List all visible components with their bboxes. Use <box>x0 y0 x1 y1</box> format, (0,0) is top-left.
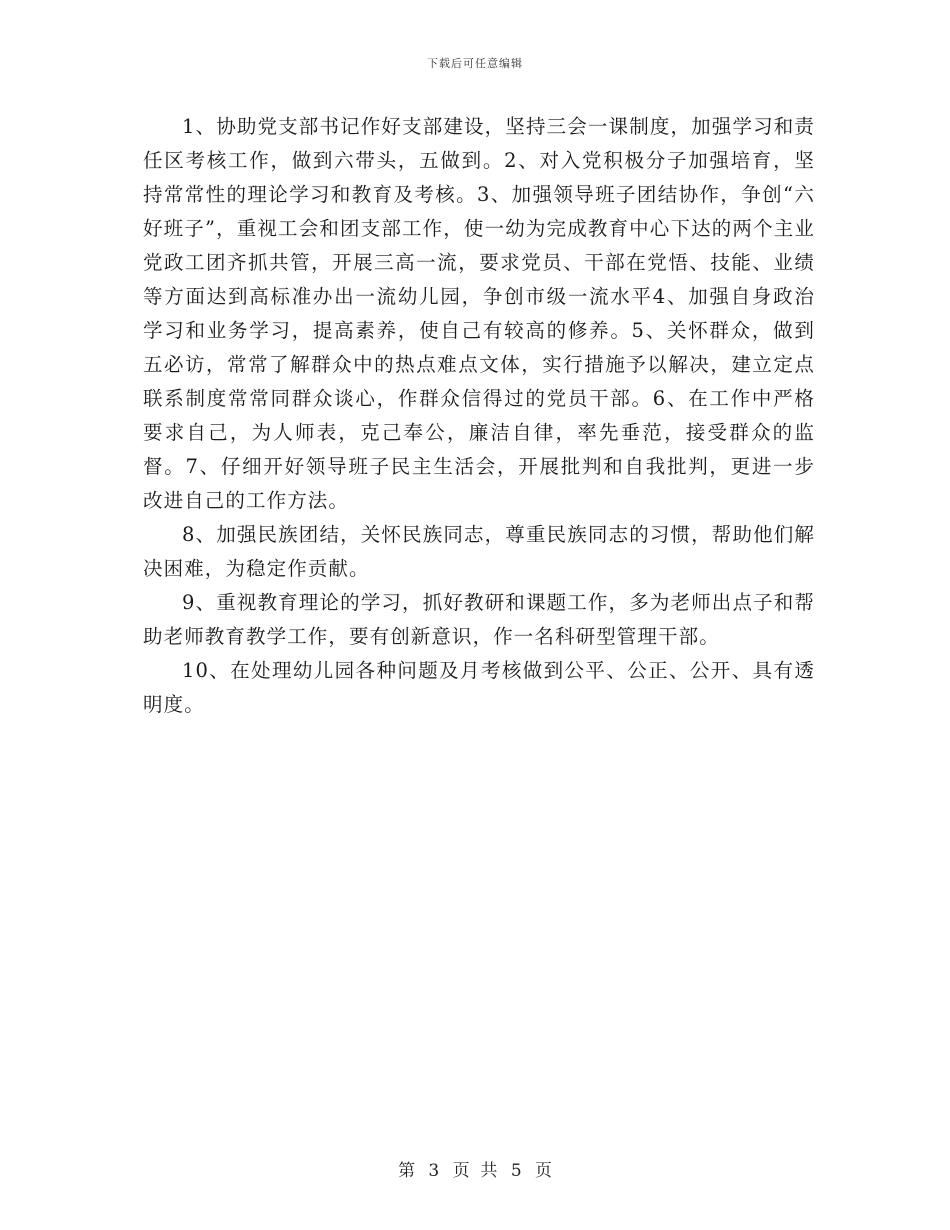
footer-prefix: 第 <box>397 1161 415 1181</box>
current-page-number: 3 <box>428 1161 440 1181</box>
paragraph-duty-8: 8、加强民族团结，关怀民族同志，尊重民族同志的习惯，帮助他们解决困难，为稳定作贡献。 <box>143 523 815 580</box>
page-number-footer <box>0 1156 950 1181</box>
header-note: 下载后可任意编辑 <box>427 57 523 70</box>
paragraph-duty-9: 9、重视教育理论的学习，抓好教研和课题工作，多为老师出点子和帮助老师教育教学工作，要有创新意识，作一名科研型管理干部。 <box>143 591 815 648</box>
paragraph-duty-10: 10、在处理幼儿园各种问题及月考核做到公平、公正、公开、具有透明度。 <box>143 659 815 716</box>
document-body <box>143 110 815 722</box>
total-page-number: 5 <box>510 1161 522 1181</box>
paragraph-duties-1-7: 1、协助党支部书记作好支部建设，坚持三会一课制度，加强学习和责任区考核工作，做到六带头，五做到。2、对入党积极分子加强培育，坚持常常性的理论学习和教育及考核。3、加强领导班子团结协作，争创“六好班子”，重视工会和团支部工作，使一幼为完成教育中心下达的两个主业党政工团齐抓共管，开展三高一流，要求党员、干部在党悟、技能、业绩等方面达到高标准办出一流幼儿园，争创市级一流水平4、加强自身政治学习和业务学习，提高素养，使自己有较高的修养。5、关怀群众，做到五必访，常常了解群众中的热点难点文体，实行措施予以解决，建立定点联系制度常常同群众谈心，作群众信得过的党员干部。6、在工作中严格要求自己，为人师表，克己奉公，廉洁自律，率先垂范，接受群众的监督。7、仔细开好领导班子民主生活会，开展批判和自我批判，更进一步改进自己的工作方法。 <box>143 115 815 512</box>
footer-suffix: 页 <box>535 1161 553 1181</box>
footer-middle: 页 共 <box>452 1161 498 1181</box>
